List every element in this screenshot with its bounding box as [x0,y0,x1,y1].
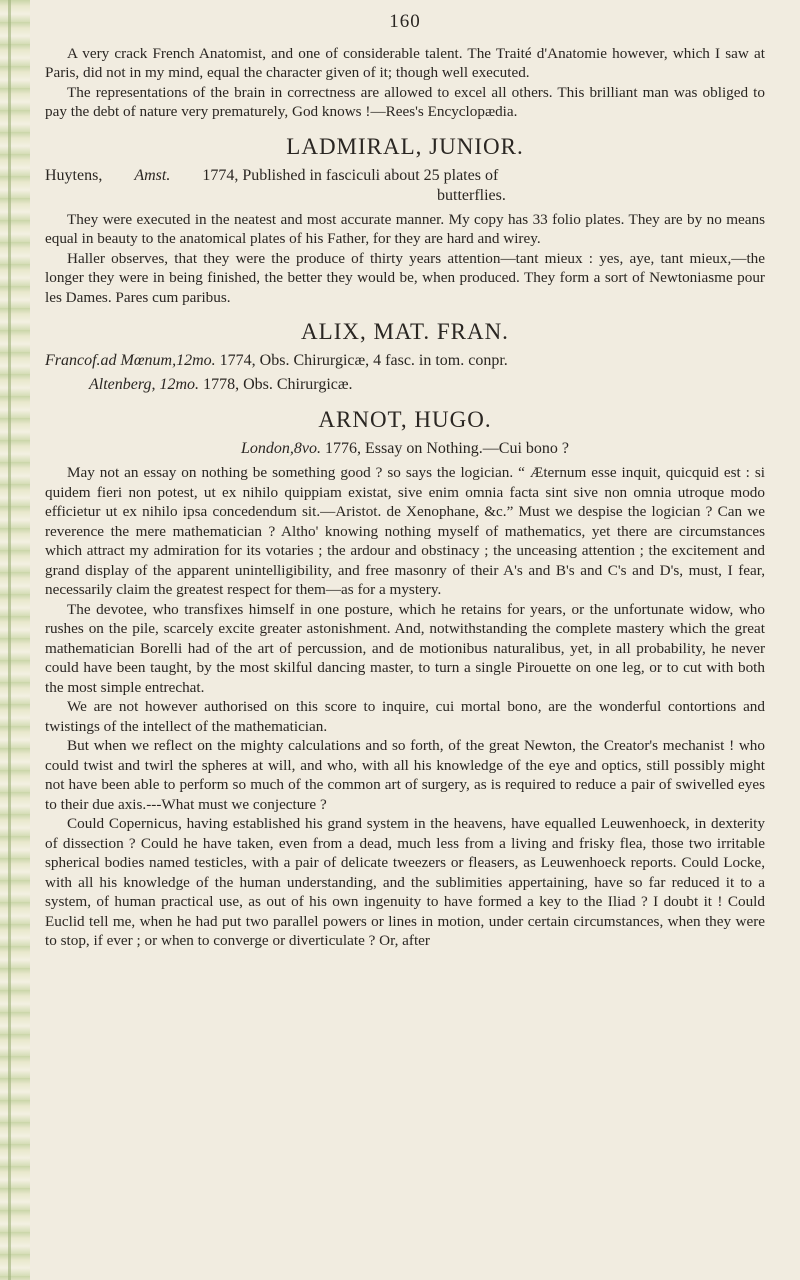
document-page [45,12,765,951]
section-heading-arnot: ARNOT, HUGO. [318,407,492,432]
paragraph: They were executed in the neatest and most accurate manner. My copy has 33 folio plates. They are by no means equal in beauty to the anatomical plates of his Father, for they are hard and wirey. [45,210,765,247]
bibliography-entry [45,375,765,395]
section-heading-alix: ALIX, MAT. FRAN. [301,319,509,344]
paragraph: The representations of the brain in correctness are allowed to excel all others. This brilliant man was obliged to pay the debt of nature very prematurely, God knows !—Rees's Encyclopædia. [45,83,765,120]
paragraph: Could Copernicus, having established his grand system in the heavens, have equalled Leuwenhoeck, in dexterity of dissection ? Could he have taken, even from a dead, much less from a living and frisky flea, those two irritable spherical bodies named testicles, with a pair of delicate tweezers or fleasers, as Leuwenhoeck reports. Could Locke, with all his knowledge of the human understanding, and the sublimities appertaining, have so far reduced it to a system, of human practical use, as out of his own ingenuity to have formed a key to the Iliad ? I doubt it ! Could Euclid tell me, when he had put two parallel powers or lines in motion, under certain circumstances, when they were to stop, if ever ; or when to converge or diverticulate ? Or, after [45,815,765,949]
bibliography-entry [45,166,765,206]
entry-size: 12mo. [176,352,216,369]
entry-description: 1774, Obs. Chirurgicæ, 4 fasc. in tom. conpr. [219,352,508,369]
bibliography-entry [45,439,765,459]
section-heading-ladmiral: LADMIRAL, JUNIOR. [286,133,524,159]
entry-author: Huytens, [45,166,103,184]
paragraph: Haller observes, that they were the produce of thirty years attention—tant mieux : yes, aye, tant mieux,—the longer they were in being finished, the better they would be, when produced. They form a sort of Newtoniasme pour les Dames. Pares cum paribus. [45,249,765,306]
entry-size: 12mo. [159,376,200,393]
page-number: 160 [389,11,421,32]
paragraph: The devotee, who transfixes himself in one posture, which he retains for years, or the unfortunate widow, who rushes on the pile, scarcely excite greater astonishment. And, notwithstanding the complete mastery which the great mathematician Borelli had of the art of percussion, and de motionibus naturalibus, yet, in all probability, he never could have been taught, by the most skilful dancing master, to turn a single Pirouette on one leg, or to cut with both the most simple entrechat. [45,600,765,696]
paragraph: We are not however authorised on this score to inquire, cui mortal bono, are the wonderful contortions and twistings of the intellect of the mathematician. [45,698,765,735]
page-gutter [0,0,30,1280]
entry-year: 1774, [202,166,239,184]
entry-size: 8vo. [293,440,321,457]
entry-description: 1776, Essay on Nothing.—Cui bono ? [325,440,569,457]
entry-description: 1778, Obs. Chirurgicæ. [203,376,353,393]
entry-description-cont: butterflies. [437,186,506,204]
paragraph: May not an essay on nothing be something good ? so says the logician. “ Æternum esse inquit, quicquid est : si quidem fieri non potest, ut ex nihilo quippiam existat, sive enim omnia facta sint sive non omnia utroque modo efficietur ut ex nihilo ipsa concedendum sit.—Aristot. de Xenophane, &c.” Must we despise the logician ? Can we reverence the mere mathematician ? Altho' knowing nothing myself of mathematics, yet there are circumstances which attract my admiration for its votaries ; the ardour and obstinacy ; the unceasing attention ; the excitement and grand display of the apparent unintelligibility, and free masonry of their A's and B's and C's and D's, must, I fear, necessarily claim the greatest respect for them—as for a mystery. [45,464,765,598]
entry-place: Altenberg, [89,376,156,393]
entry-description: Published in fasciculi about 25 plates of [242,166,499,184]
entry-place: Amst. [134,166,171,184]
bibliography-entry [45,351,765,371]
entry-place: London, [240,440,294,457]
paragraph: A very crack French Anatomist, and one of considerable talent. The Traité d'Anatomie however, which I saw at Paris, did not in my mind, equal the character given of it; though well executed. [45,44,765,81]
paragraph: But when we reflect on the mighty calculations and so forth, of the great Newton, the Creator's mechanist ! who could twist and twirl the spheres at will, and who, with all his knowledge of the eye and optics, still possibly might not have been able to perform so much of the common art of surgery, as is required to reduce a pair of swivelled eyes to their due axis.---What must we conjecture ? [45,737,765,813]
entry-place: Francof.ad Mœnum, [45,352,177,369]
